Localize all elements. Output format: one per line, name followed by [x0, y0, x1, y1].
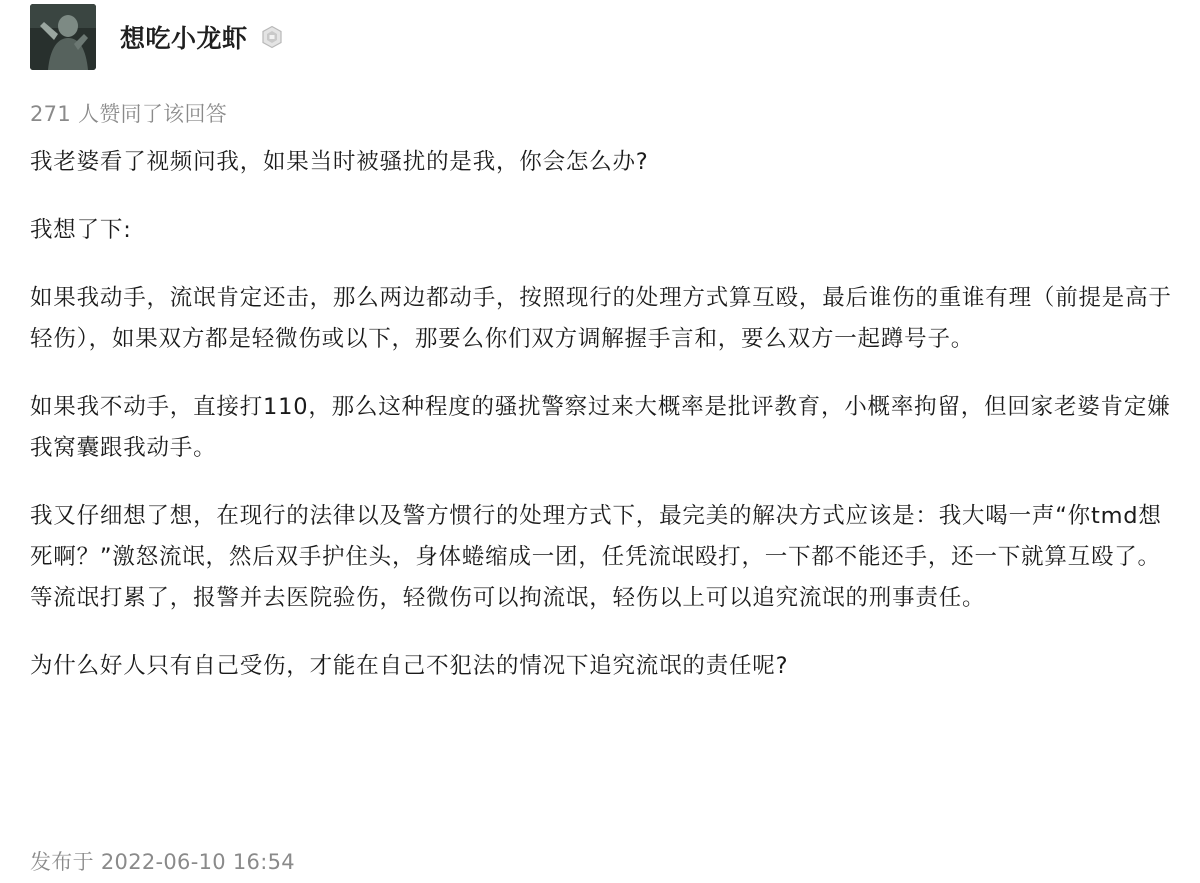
avatar-image [30, 4, 96, 70]
avatar[interactable] [30, 4, 96, 70]
author-name[interactable]: 想吃小龙虾 [120, 24, 248, 53]
answer-header [30, 4, 284, 70]
answer-paragraph: 如果我动手，流氓肯定还击，那么两边都动手，按照现行的处理方式算互殴，最后谁伤的重谁有理（前提是高于轻伤），如果双方都是轻微伤或以下，那要么你们双方调解握手言和，要么双方一起蹲号子。 [30, 285, 1172, 352]
upvote-count[interactable]: 271 人赞同了该回答 [30, 102, 228, 126]
answer-content [30, 142, 1175, 714]
answer-paragraph: 我老婆看了视频问我，如果当时被骚扰的是我，你会怎么办? [30, 149, 649, 175]
answer-paragraph: 我想了下: [30, 217, 132, 243]
answer-paragraph: 如果我不动手，直接打110，那么这种程度的骚扰警察过来大概率是批评教育，小概率拘留，但回家老婆肯定嫌我窝囊跟我动手。 [30, 394, 1171, 461]
answer-paragraph: 我又仔细想了想，在现行的法律以及警方惯行的处理方式下，最完美的解决方式应该是：我大喝一声“你tmd想死啊？”激怒流氓，然后双手护住头，身体蜷缩成一团，任凭流氓殴打，一下都不能还手，还一下就算互殴了。等流氓打累了，报警并去医院验伤，轻微伤可以拘流氓，轻伤以上可以追究流氓的刑事责任。 [30, 503, 1162, 611]
verified-badge-icon [260, 25, 284, 49]
publish-time: 发布于 2022-06-10 16:54 [30, 850, 295, 874]
answer-paragraph: 为什么好人只有自己受伤，才能在自己不犯法的情况下追究流氓的责任呢? [30, 653, 789, 679]
